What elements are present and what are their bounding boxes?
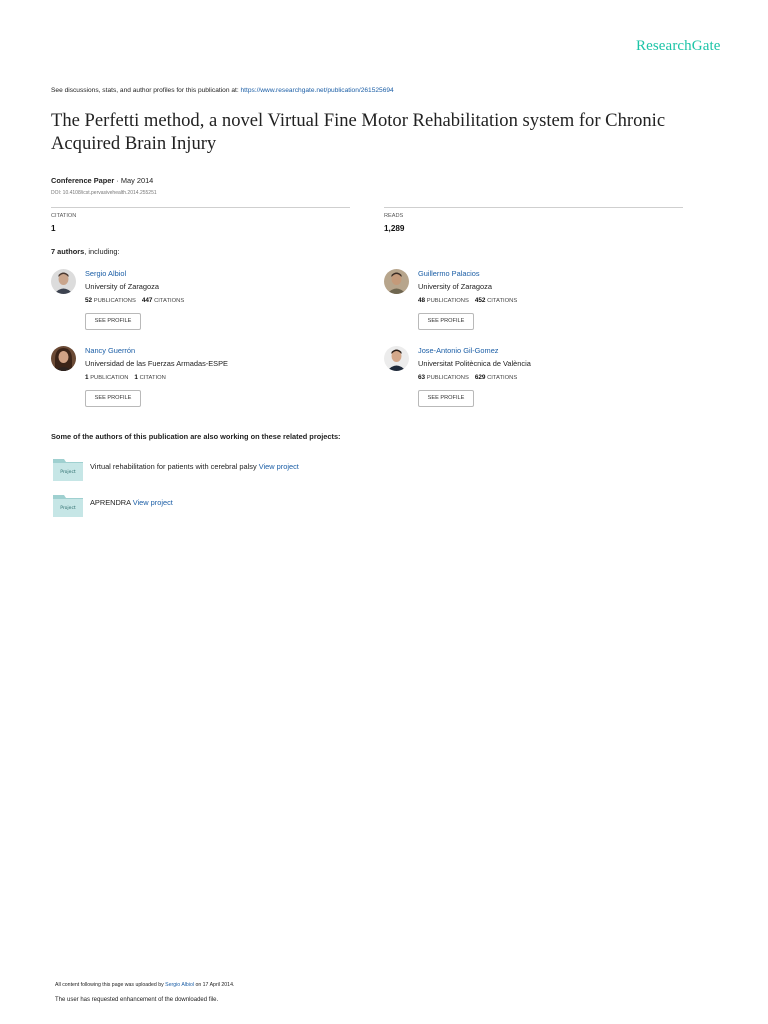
- authors-suffix: , including:: [84, 247, 120, 256]
- see-profile-button[interactable]: SEE PROFILE: [418, 313, 474, 330]
- author-stats: [418, 374, 517, 381]
- publication-doi: DOI: 10.4108/icst.pervasivehealth.2014.255251: [51, 190, 157, 196]
- author-card: [384, 346, 684, 416]
- project-text: [90, 498, 173, 507]
- publications-label: PUBLICATION: [90, 375, 129, 381]
- project-folder-icon: [53, 493, 83, 517]
- project-name: Virtual rehabilitation for patients with cerebral palsy: [90, 462, 259, 471]
- project-folder-icon: [53, 457, 83, 481]
- see-profile-button[interactable]: SEE PROFILE: [418, 390, 474, 407]
- discussion-prefix: See discussions, stats, and author profiles for this publication at:: [51, 87, 241, 94]
- upload-suffix: on 17 April 2014.: [194, 982, 235, 988]
- publications-label: PUBLICATIONS: [93, 298, 136, 304]
- see-profile-button[interactable]: SEE PROFILE: [85, 390, 141, 407]
- author-institution: University of Zaragoza: [85, 282, 159, 291]
- author-name[interactable]: Jose-Antonio Gil-Gomez: [418, 346, 499, 355]
- divider-citation: [51, 207, 350, 208]
- view-project-link[interactable]: View project: [258, 462, 299, 471]
- project-text: [90, 462, 299, 471]
- citations-count: 452: [474, 297, 486, 304]
- view-project-link[interactable]: View project: [132, 498, 173, 507]
- publications-count: 52: [85, 297, 93, 304]
- author-card: [51, 346, 351, 416]
- uploader-link[interactable]: Sergio Albiol: [165, 982, 195, 988]
- publication-title: The Perfetti method, a novel Virtual Fine Motor Rehabilitation system for Chronic Acquired Brain Injury: [51, 110, 666, 154]
- author-stats: [85, 374, 166, 381]
- citations-label: CITATIONS: [487, 375, 518, 381]
- author-name[interactable]: Guillermo Palacios: [418, 269, 480, 278]
- citations-count: 1: [134, 374, 138, 381]
- project-item: [53, 457, 353, 481]
- authors-heading: [51, 247, 120, 256]
- publication-url-link[interactable]: https://www.researchgate.net/publication/261525694: [240, 87, 394, 94]
- avatar[interactable]: [51, 269, 76, 294]
- publications-label: PUBLICATIONS: [426, 298, 469, 304]
- project-icon-label: Project: [60, 470, 76, 475]
- author-stats: [85, 297, 184, 304]
- avatar[interactable]: [384, 346, 409, 371]
- publications-count: 1: [85, 374, 89, 381]
- publications-label: PUBLICATIONS: [426, 375, 469, 381]
- citation-count: 1: [51, 224, 56, 233]
- project-item: [53, 493, 353, 517]
- divider-reads: [384, 207, 683, 208]
- author-card: [384, 269, 684, 339]
- reads-label: READS: [384, 213, 404, 219]
- publication-date: · May 2014: [114, 176, 154, 185]
- author-name[interactable]: Sergio Albiol: [85, 269, 127, 278]
- enhancement-note: The user has requested enhancement of the downloaded file.: [55, 997, 219, 1003]
- author-stats: [418, 297, 517, 304]
- project-name: APRENDRA: [90, 498, 133, 507]
- reads-count: 1,289: [384, 224, 405, 233]
- see-profile-button[interactable]: SEE PROFILE: [85, 313, 141, 330]
- publications-count: 63: [418, 374, 426, 381]
- project-icon-label: Project: [60, 506, 76, 511]
- publication-type: Conference Paper: [51, 176, 115, 185]
- authors-count: 7 authors: [51, 247, 85, 256]
- citation-label: CITATION: [51, 213, 77, 219]
- citations-label: CITATION: [139, 375, 166, 381]
- upload-note: [55, 982, 234, 988]
- author-institution: University of Zaragoza: [418, 282, 492, 291]
- author-name[interactable]: Nancy Guerrón: [85, 346, 136, 355]
- publications-count: 48: [418, 297, 426, 304]
- citations-label: CITATIONS: [487, 298, 518, 304]
- author-institution: Universitat Politècnica de València: [418, 359, 531, 368]
- discussion-line: [51, 87, 394, 94]
- related-projects-heading: Some of the authors of this publication are also working on these related projects:: [51, 432, 341, 441]
- researchgate-logo[interactable]: ResearchGate: [636, 38, 721, 54]
- upload-prefix: All content following this page was uploaded by: [55, 982, 166, 988]
- citations-count: 447: [141, 297, 153, 304]
- avatar[interactable]: [384, 269, 409, 294]
- avatar[interactable]: [51, 346, 76, 371]
- author-card: [51, 269, 351, 339]
- publication-meta: [51, 176, 153, 185]
- citations-label: CITATIONS: [154, 298, 185, 304]
- citations-count: 629: [474, 374, 486, 381]
- author-institution: Universidad de las Fuerzas Armadas-ESPE: [85, 359, 228, 368]
